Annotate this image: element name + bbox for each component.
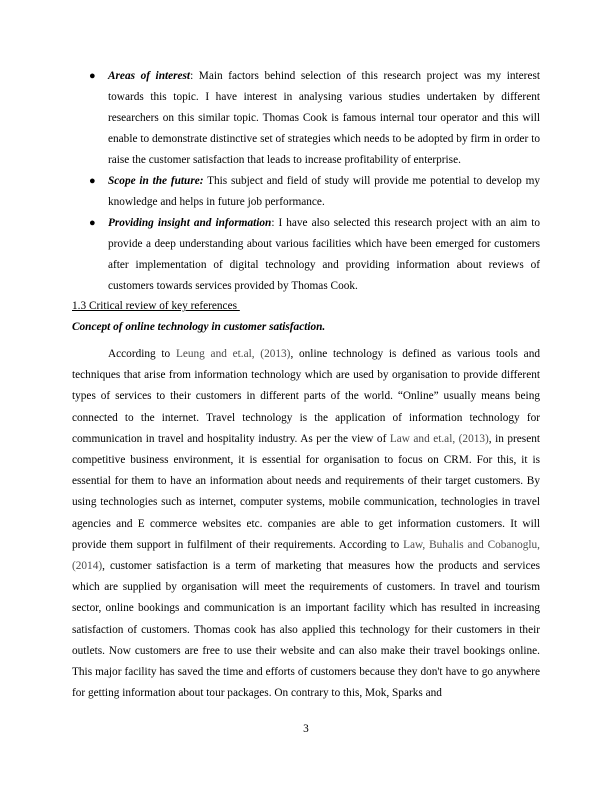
citation-law: Law and et.al, (2013) [389,432,489,445]
paragraph-text: According to [108,348,176,360]
bullet-dot-icon: ● [89,217,96,229]
paragraph-text: , online technology is defined as various tools and techniques that arise from information technology which are used by organisation to provide different types of services to their customers in different parts of the world. “Online” usually means being connected to the internet. Travel technology is the application of information technology for communication in travel and hospitality industry. As per the view of [72,348,540,445]
bullet-lead: Areas of interest [108,70,191,82]
body-paragraph [72,344,540,704]
bullet-item-areas-of-interest [72,66,540,171]
bullet-lead: Providing insight and information [108,217,272,229]
bullet-item-scope-in-future [72,171,540,213]
interest-bullet-list [72,66,540,297]
bullet-text: : Main factors behind selection of this research project was my interest towards this topic. I have interest in analysing various studies undertaken by different researchers on this similar topic. Thomas Cook is famous internal tour operator and this will enable to demonstrate distinctive set of strategies which needs to be adopted by firm in order to raise the customer satisfaction that leads to increase profitability of enterprise. [108,70,540,166]
paragraph-text: , customer satisfaction is a term of marketing that measures how the products and services which are supplied by organisation will meet the requirements of customers. In travel and tourism sector, online bookings and communication is an important facility which has resulted in increasing satisfaction of customers. Thomas cook has also applied this technology for their customers in their outlets. Now customers are free to use their website and can also make their travel bookings online. This major facility has saved the time and efforts of customers because they don't have to go anywhere for getting information about tour packages. On contrary to this, Mok, Sparks and [72,560,540,700]
section-heading: 1.3 Critical review of key references [72,300,240,312]
bullet-text: This subject and field of study will provide me potential to develop my knowledge and helps in future job performance. [108,175,540,208]
citation-law-buhalis: Law, Buhalis and Cobanoglu, (2014) [72,538,541,573]
bullet-dot-icon: ● [89,70,96,82]
bullet-lead: Scope in the future: [108,175,204,187]
bullet-text: : I have also selected this research project with an aim to provide a deep understanding about various facilities which have been emerged for customers after implementation of digital technology and providing information about reviews of customers towards services provided by Thomas Cook. [108,217,540,292]
page-number: 3 [303,723,309,735]
bullet-dot-icon: ● [89,175,96,187]
citation-leung: Leung and et.al, (2013) [175,348,291,360]
sub-heading: Concept of online technology in customer satisfaction. [72,321,326,333]
bullet-item-providing-insight [72,213,540,297]
paragraph-text: , in present competitive business environment, it is essential for organisation to focus on CRM. For this, it is essential for them to have an information about needs and requirements of their target customers. By using technologies such as internet, computer systems, mobile communication, technologies in travel agencies and E commerce websites etc. companies are able to get information customers. It will provide them support in fulfilment of their requirements. According to [72,432,540,551]
